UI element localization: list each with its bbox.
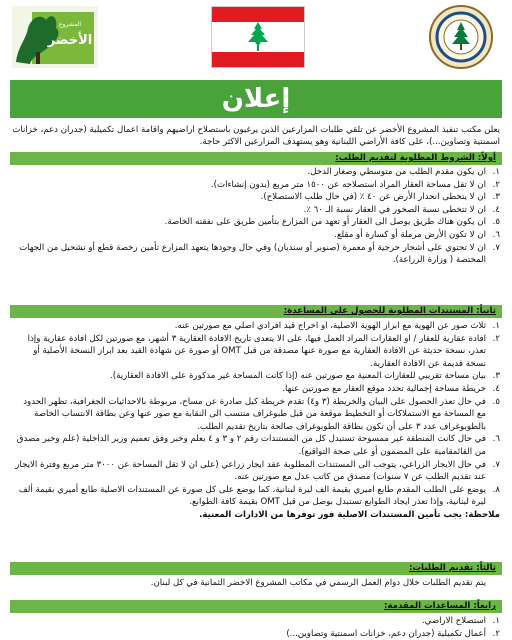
section-2-title: ثانياً: المستندات المطلوبة للحصول على المساعدة:: [283, 306, 496, 316]
section-1-list: [12, 166, 500, 267]
list-item: ٧. ان لا تحتوي على أشجار حرجية أو معمرة (صنوبر أو سنديان) وفي حال وجودها يتعهد المزارع تأمين رخصة قطع أو تشحيل من الجهات المختصة ( وزارة الزراعة).: [19, 242, 500, 266]
section-1-title: أولاً: الشروط المطلوبة لتقديم الطلب:: [335, 153, 496, 163]
list-item: ٣. ان لا يتخطى انحدار الأرض عن ٤٠ ٪ (في حال طلب الاستصلاح).: [260, 192, 500, 203]
list-item: ١. ان يكون مقدم الطلب من متوسطي وصغار الدخل.: [307, 167, 500, 177]
list-item: ٤. ان لا تتخطى نسبة الصخور في العقار نسبة الـ ٦٠ ٪.: [303, 204, 500, 215]
section-2-list: [12, 320, 500, 522]
section-2-note: ملاحظة: يجب تأمين المستندات الاصلية فور توفرها من الادارات المعنية.: [199, 509, 500, 520]
list-item: ٢. افادة عقارية للعقار / او العقارات المراد العمل فيها، على الا يتعدى تاريخ الافادة العقارية ٣ أشهر، مع صورتين لكل افادة عقارية وإذا تعذر، نسخة حديثة عن الافادة العقارية مع صورة عنها مصدقة من قبل OMT أو صورة عن شهادة القيد بعد ابراز النسخة الأصلية أو نسخة قديمة عن الافادة العقارية.: [27, 333, 500, 369]
list-item: ٥. في حال تعذر الحصول على البيان والخريطة (٣ و٤) تقدم خريطة كيل صادرة عن مساح، مربوطة بالاحداثيات الجغرافية، تظهر الحدود مع المساحة مع الاستملاكات أو التخطيط موقعة من قبل طبوغراف منتسب الى النقابة مع صور عنها وعن بطاقة الانتساب الخاصة بالطوبوغراف عدد ٣ على أن تكون بطاقة الطوبوغراف صالحة بتاريخ تقديم الطلب.: [23, 396, 500, 432]
section-3-list: [12, 577, 500, 590]
logo-small-text: المشروع: [58, 21, 82, 28]
section-3-header: [10, 562, 502, 575]
list-item: ٥. ان يكون هناك طريق يوصل الى العقار أو تعهد من المزارع بتأمين طريق على نفقته الخاصة.: [164, 217, 500, 228]
list-item: ٤. خريطة مساحة إجمالية تحدد موقع العقار مع صورتين عنها.: [282, 383, 500, 394]
lebanon-flag: [211, 6, 305, 68]
page-title: إعلان: [221, 84, 291, 114]
list-item: ٦. في حال كانت المنطقة غير ممسوحة تستبدل كل من المستندات رقم ٢ و ٣ و ٤ بعلم وخبر وفق تعميم وزير الداخلية (علم وخبر مصدق من القائمقامية على المضمون أو على صحة التواقيع).: [16, 434, 500, 457]
section-4-title: رابعاً: المساعدات المقدمة:: [384, 601, 496, 611]
section-1-header: [10, 152, 502, 165]
list-item: ٢. ان لا تقل مساحة العقار المراد استصلاحه عن ١٥٠٠ متر مربع (بدون إنشاءات).: [210, 179, 500, 190]
green-project-logo: [12, 6, 98, 68]
logo-main-text: الأخضر: [47, 33, 93, 48]
list-item: ٧. في حال الايجار الزراعي، يتوجب الى المستندات المطلوبة عقد ايجار زراعي (على ان لا تقل المساحة عن ٣٠٠٠ متر مربع وفترة الايجار عند تقديم الطلب عن ٧ سنوات) مصدق من كاتب عدل مع صورتين عنه.: [15, 459, 500, 483]
section-4-header: [10, 600, 502, 613]
cedar-icon: [246, 21, 270, 53]
list-item: ١. ثلاث صور عن الهوية مع ابراز الهوية الاصلية، او اخراج قيد افرادي اصلي مع صورتين عنه.: [174, 321, 500, 331]
list-item: يتم تقديم الطلبات خلال دوام العمل الرسمي في مكاتب المشروع الاخضر الثمانية في كل لبنان.: [150, 578, 486, 588]
section-3-title: ثالثاً: تقديم الطلبات:: [408, 563, 496, 573]
ministry-emblem-icon: [428, 4, 494, 70]
list-item: ٢. أعمال تكميلية (جدران دعم، خزانات اسمنتية وتصاوين...): [286, 628, 500, 639]
list-item: ٦. ان لا تكون الأرض مرملة أو كسارة أو مقلع.: [334, 229, 500, 240]
list-item: ٣. بيان مساحة تقريبي للعقارات المعنية مع صورتين عنه (إذا كانت المساحة غير مذكورة على الافادة العقارية).: [110, 371, 500, 382]
section-4-list: [12, 615, 500, 640]
section-2-header: [10, 305, 502, 318]
intro-paragraph: يعلن مكتب تنفيذ المشروع الأخضر عن تلقي طلبات المزارعين الذين يرغبون باستصلاح اراضيهم واقامة اعمال تكميلية (جدران دعم، خزانات اسمنتية وتصاوين...)، على كافة الأراضي اللبنانية وهو يستهدف المزارعين الاكثر حاجة.: [12, 125, 500, 147]
list-item: ١. استصلاح الاراضي.: [421, 616, 500, 626]
list-item: ٨. يوضع على الطلب المقدم طابع اميري بقيمة الف ليرة لبنانية، كما يوضع على كل صورة عن المستندات الاصلية طابع أميري بقيمة ألف ليرة لبنانية، وإذا تعذر ايجاد الطوابع تستبدل بوصل من قبل OMT بقيمة كافة الطوابع.: [18, 484, 500, 508]
title-banner: [10, 80, 502, 118]
